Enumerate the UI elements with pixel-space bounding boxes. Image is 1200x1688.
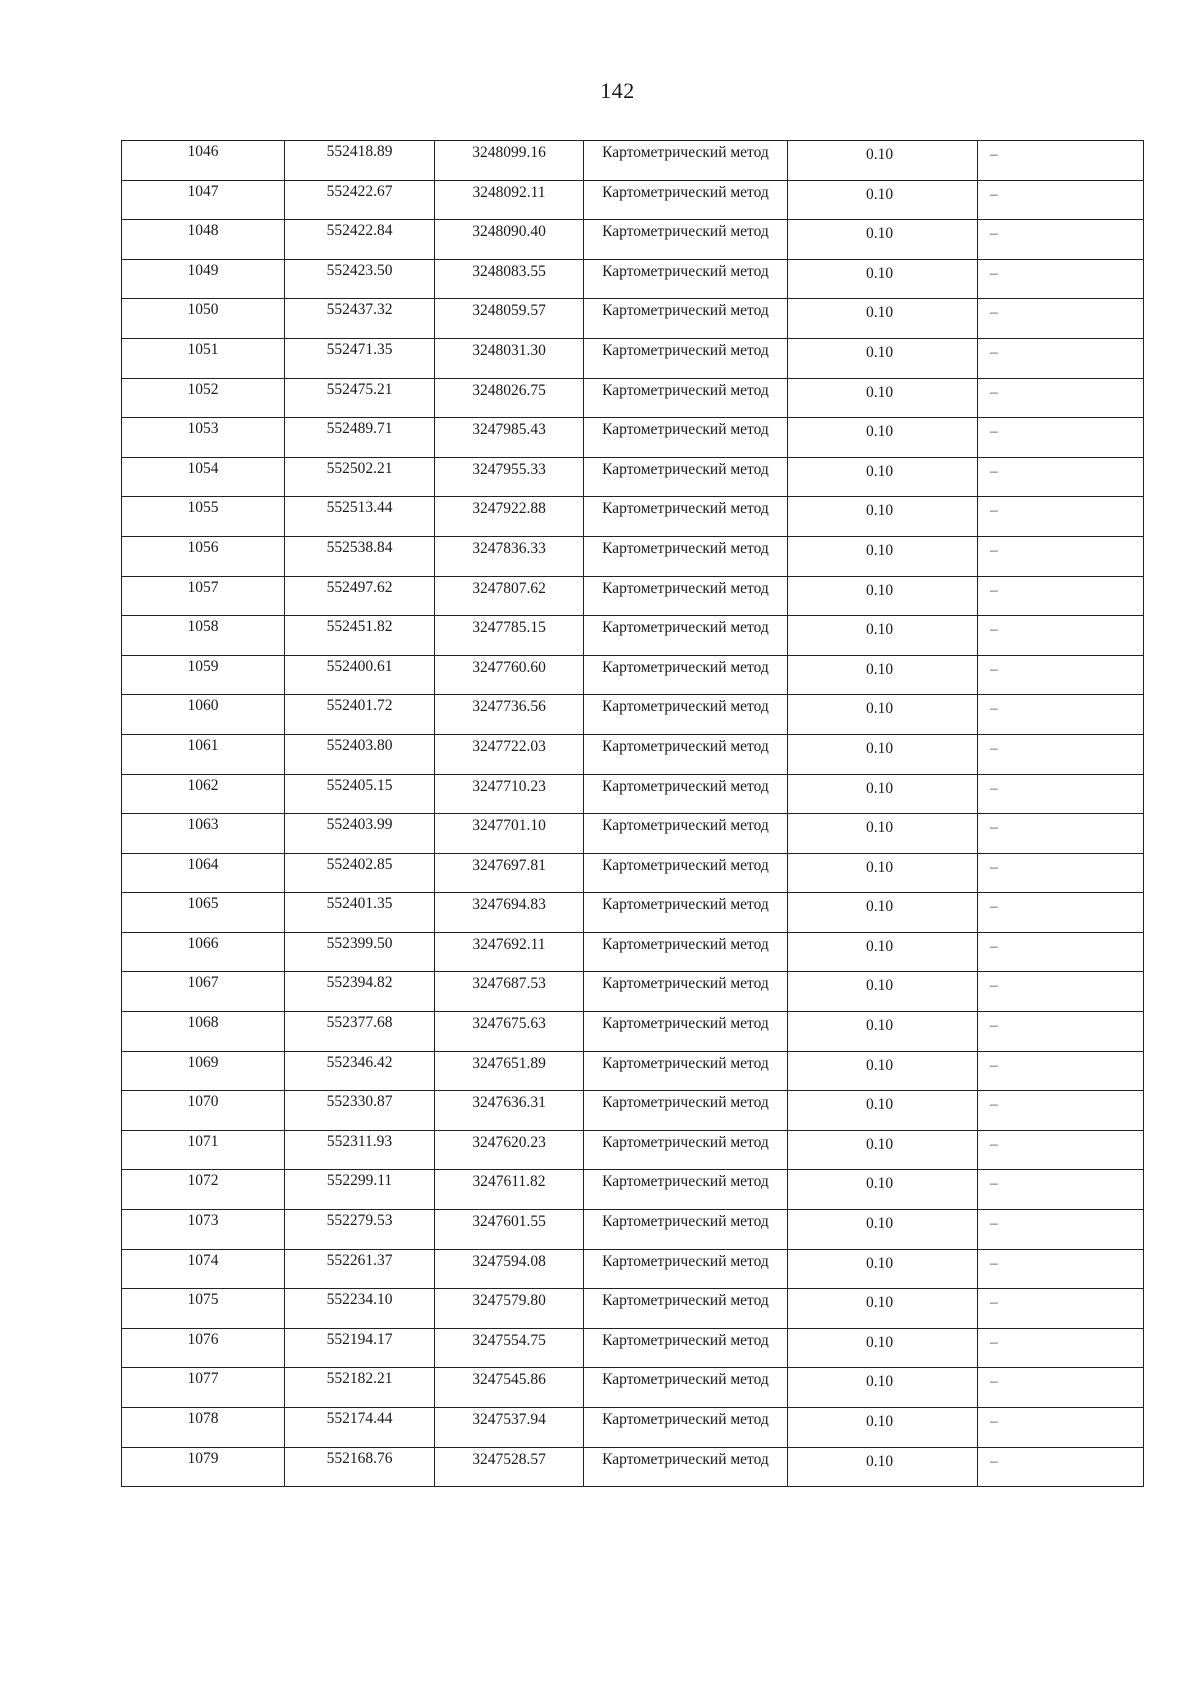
description-cell: – bbox=[978, 536, 1144, 576]
point-number-cell: 1046 bbox=[122, 141, 285, 181]
point-number-cell: 1051 bbox=[122, 338, 285, 378]
point-number-cell: 1052 bbox=[122, 378, 285, 418]
x-coordinate-cell: 552234.10 bbox=[285, 1289, 435, 1329]
coordinates-table bbox=[121, 140, 1144, 1487]
point-number-cell: 1075 bbox=[122, 1289, 285, 1329]
y-coordinate-cell: 3247611.82 bbox=[435, 1170, 584, 1210]
description-cell: – bbox=[978, 734, 1144, 774]
y-coordinate-cell: 3247736.56 bbox=[435, 695, 584, 735]
y-coordinate-cell: 3247528.57 bbox=[435, 1447, 584, 1487]
x-coordinate-cell: 552538.84 bbox=[285, 536, 435, 576]
description-cell: – bbox=[978, 576, 1144, 616]
description-cell: – bbox=[978, 1170, 1144, 1210]
method-cell: Картометрический метод bbox=[584, 1091, 788, 1131]
method-cell: Картометрический метод bbox=[584, 180, 788, 220]
method-cell: Картометрический метод bbox=[584, 893, 788, 933]
description-cell: – bbox=[978, 418, 1144, 458]
point-number-cell: 1078 bbox=[122, 1408, 285, 1448]
y-coordinate-cell: 3248090.40 bbox=[435, 220, 584, 260]
table-row bbox=[122, 1289, 1144, 1329]
accuracy-cell: 0.10 bbox=[788, 853, 978, 893]
point-number-cell: 1065 bbox=[122, 893, 285, 933]
accuracy-cell: 0.10 bbox=[788, 774, 978, 814]
point-number-cell: 1068 bbox=[122, 1012, 285, 1052]
x-coordinate-cell: 552405.15 bbox=[285, 774, 435, 814]
table-row bbox=[122, 259, 1144, 299]
table-row bbox=[122, 497, 1144, 537]
y-coordinate-cell: 3247807.62 bbox=[435, 576, 584, 616]
point-number-cell: 1066 bbox=[122, 932, 285, 972]
description-cell: – bbox=[978, 932, 1144, 972]
y-coordinate-cell: 3248083.55 bbox=[435, 259, 584, 299]
accuracy-cell: 0.10 bbox=[788, 1368, 978, 1408]
table-row bbox=[122, 378, 1144, 418]
table-row bbox=[122, 418, 1144, 458]
x-coordinate-cell: 552194.17 bbox=[285, 1328, 435, 1368]
table-row bbox=[122, 1170, 1144, 1210]
point-number-cell: 1063 bbox=[122, 814, 285, 854]
accuracy-cell: 0.10 bbox=[788, 259, 978, 299]
method-cell: Картометрический метод bbox=[584, 536, 788, 576]
x-coordinate-cell: 552422.84 bbox=[285, 220, 435, 260]
table-row bbox=[122, 536, 1144, 576]
x-coordinate-cell: 552299.11 bbox=[285, 1170, 435, 1210]
point-number-cell: 1055 bbox=[122, 497, 285, 537]
table-row bbox=[122, 1210, 1144, 1250]
description-cell: – bbox=[978, 220, 1144, 260]
x-coordinate-cell: 552174.44 bbox=[285, 1408, 435, 1448]
method-cell: Картометрический метод bbox=[584, 814, 788, 854]
x-coordinate-cell: 552279.53 bbox=[285, 1210, 435, 1250]
point-number-cell: 1047 bbox=[122, 180, 285, 220]
y-coordinate-cell: 3247537.94 bbox=[435, 1408, 584, 1448]
x-coordinate-cell: 552394.82 bbox=[285, 972, 435, 1012]
y-coordinate-cell: 3247836.33 bbox=[435, 536, 584, 576]
table-row bbox=[122, 1368, 1144, 1408]
point-number-cell: 1059 bbox=[122, 655, 285, 695]
description-cell: – bbox=[978, 814, 1144, 854]
table-row bbox=[122, 1328, 1144, 1368]
method-cell: Картометрический метод bbox=[584, 616, 788, 656]
accuracy-cell: 0.10 bbox=[788, 814, 978, 854]
table-body bbox=[122, 141, 1144, 1487]
method-cell: Картометрический метод bbox=[584, 853, 788, 893]
method-cell: Картометрический метод bbox=[584, 1408, 788, 1448]
x-coordinate-cell: 552451.82 bbox=[285, 616, 435, 656]
table-row bbox=[122, 457, 1144, 497]
description-cell: – bbox=[978, 180, 1144, 220]
description-cell: – bbox=[978, 1408, 1144, 1448]
accuracy-cell: 0.10 bbox=[788, 220, 978, 260]
table-row bbox=[122, 576, 1144, 616]
method-cell: Картометрический метод bbox=[584, 497, 788, 537]
x-coordinate-cell: 552513.44 bbox=[285, 497, 435, 537]
point-number-cell: 1050 bbox=[122, 299, 285, 339]
method-cell: Картометрический метод bbox=[584, 141, 788, 181]
point-number-cell: 1060 bbox=[122, 695, 285, 735]
y-coordinate-cell: 3247675.63 bbox=[435, 1012, 584, 1052]
point-number-cell: 1049 bbox=[122, 259, 285, 299]
description-cell: – bbox=[978, 655, 1144, 695]
x-coordinate-cell: 552401.72 bbox=[285, 695, 435, 735]
point-number-cell: 1056 bbox=[122, 536, 285, 576]
description-cell: – bbox=[978, 141, 1144, 181]
x-coordinate-cell: 552377.68 bbox=[285, 1012, 435, 1052]
method-cell: Картометрический метод bbox=[584, 457, 788, 497]
table-row bbox=[122, 695, 1144, 735]
x-coordinate-cell: 552502.21 bbox=[285, 457, 435, 497]
y-coordinate-cell: 3248031.30 bbox=[435, 338, 584, 378]
table-row bbox=[122, 1012, 1144, 1052]
table-row bbox=[122, 220, 1144, 260]
point-number-cell: 1053 bbox=[122, 418, 285, 458]
table-row bbox=[122, 616, 1144, 656]
table-row bbox=[122, 141, 1144, 181]
point-number-cell: 1070 bbox=[122, 1091, 285, 1131]
accuracy-cell: 0.10 bbox=[788, 536, 978, 576]
x-coordinate-cell: 552261.37 bbox=[285, 1249, 435, 1289]
accuracy-cell: 0.10 bbox=[788, 1130, 978, 1170]
x-coordinate-cell: 552403.99 bbox=[285, 814, 435, 854]
table-row bbox=[122, 972, 1144, 1012]
description-cell: – bbox=[978, 457, 1144, 497]
accuracy-cell: 0.10 bbox=[788, 378, 978, 418]
table-row bbox=[122, 299, 1144, 339]
x-coordinate-cell: 552182.21 bbox=[285, 1368, 435, 1408]
y-coordinate-cell: 3247985.43 bbox=[435, 418, 584, 458]
description-cell: – bbox=[978, 497, 1144, 537]
point-number-cell: 1073 bbox=[122, 1210, 285, 1250]
accuracy-cell: 0.10 bbox=[788, 338, 978, 378]
description-cell: – bbox=[978, 1447, 1144, 1487]
description-cell: – bbox=[978, 338, 1144, 378]
x-coordinate-cell: 552423.50 bbox=[285, 259, 435, 299]
method-cell: Картометрический метод bbox=[584, 1012, 788, 1052]
accuracy-cell: 0.10 bbox=[788, 576, 978, 616]
method-cell: Картометрический метод bbox=[584, 378, 788, 418]
accuracy-cell: 0.10 bbox=[788, 1210, 978, 1250]
y-coordinate-cell: 3247955.33 bbox=[435, 457, 584, 497]
y-coordinate-cell: 3248092.11 bbox=[435, 180, 584, 220]
x-coordinate-cell: 552400.61 bbox=[285, 655, 435, 695]
table-row bbox=[122, 932, 1144, 972]
y-coordinate-cell: 3247545.86 bbox=[435, 1368, 584, 1408]
method-cell: Картометрический метод bbox=[584, 695, 788, 735]
y-coordinate-cell: 3247760.60 bbox=[435, 655, 584, 695]
method-cell: Картометрический метод bbox=[584, 1447, 788, 1487]
x-coordinate-cell: 552418.89 bbox=[285, 141, 435, 181]
description-cell: – bbox=[978, 616, 1144, 656]
description-cell: – bbox=[978, 1328, 1144, 1368]
x-coordinate-cell: 552475.21 bbox=[285, 378, 435, 418]
description-cell: – bbox=[978, 259, 1144, 299]
table-row bbox=[122, 1091, 1144, 1131]
method-cell: Картометрический метод bbox=[584, 220, 788, 260]
accuracy-cell: 0.10 bbox=[788, 655, 978, 695]
method-cell: Картометрический метод bbox=[584, 1328, 788, 1368]
method-cell: Картометрический метод bbox=[584, 418, 788, 458]
y-coordinate-cell: 3247554.75 bbox=[435, 1328, 584, 1368]
y-coordinate-cell: 3247922.88 bbox=[435, 497, 584, 537]
accuracy-cell: 0.10 bbox=[788, 418, 978, 458]
accuracy-cell: 0.10 bbox=[788, 141, 978, 181]
accuracy-cell: 0.10 bbox=[788, 1328, 978, 1368]
x-coordinate-cell: 552346.42 bbox=[285, 1051, 435, 1091]
point-number-cell: 1057 bbox=[122, 576, 285, 616]
method-cell: Картометрический метод bbox=[584, 1170, 788, 1210]
point-number-cell: 1062 bbox=[122, 774, 285, 814]
point-number-cell: 1071 bbox=[122, 1130, 285, 1170]
table-row bbox=[122, 1408, 1144, 1448]
y-coordinate-cell: 3247692.11 bbox=[435, 932, 584, 972]
table-row bbox=[122, 814, 1144, 854]
accuracy-cell: 0.10 bbox=[788, 1447, 978, 1487]
description-cell: – bbox=[978, 1091, 1144, 1131]
table-row bbox=[122, 1249, 1144, 1289]
method-cell: Картометрический метод bbox=[584, 932, 788, 972]
method-cell: Картометрический метод bbox=[584, 299, 788, 339]
y-coordinate-cell: 3247651.89 bbox=[435, 1051, 584, 1091]
x-coordinate-cell: 552311.93 bbox=[285, 1130, 435, 1170]
y-coordinate-cell: 3247687.53 bbox=[435, 972, 584, 1012]
y-coordinate-cell: 3247620.23 bbox=[435, 1130, 584, 1170]
point-number-cell: 1072 bbox=[122, 1170, 285, 1210]
description-cell: – bbox=[978, 695, 1144, 735]
method-cell: Картометрический метод bbox=[584, 576, 788, 616]
point-number-cell: 1076 bbox=[122, 1328, 285, 1368]
point-number-cell: 1074 bbox=[122, 1249, 285, 1289]
accuracy-cell: 0.10 bbox=[788, 1091, 978, 1131]
accuracy-cell: 0.10 bbox=[788, 1012, 978, 1052]
method-cell: Картометрический метод bbox=[584, 655, 788, 695]
accuracy-cell: 0.10 bbox=[788, 1249, 978, 1289]
x-coordinate-cell: 552402.85 bbox=[285, 853, 435, 893]
accuracy-cell: 0.10 bbox=[788, 180, 978, 220]
method-cell: Картометрический метод bbox=[584, 259, 788, 299]
x-coordinate-cell: 552403.80 bbox=[285, 734, 435, 774]
accuracy-cell: 0.10 bbox=[788, 616, 978, 656]
table-row bbox=[122, 1447, 1144, 1487]
table-row bbox=[122, 180, 1144, 220]
y-coordinate-cell: 3247594.08 bbox=[435, 1249, 584, 1289]
description-cell: – bbox=[978, 378, 1144, 418]
point-number-cell: 1048 bbox=[122, 220, 285, 260]
page-number: 142 bbox=[600, 78, 635, 103]
table-row bbox=[122, 1130, 1144, 1170]
point-number-cell: 1067 bbox=[122, 972, 285, 1012]
method-cell: Картометрический метод bbox=[584, 1249, 788, 1289]
accuracy-cell: 0.10 bbox=[788, 457, 978, 497]
description-cell: – bbox=[978, 1249, 1144, 1289]
x-coordinate-cell: 552497.62 bbox=[285, 576, 435, 616]
x-coordinate-cell: 552330.87 bbox=[285, 1091, 435, 1131]
table-row bbox=[122, 853, 1144, 893]
table-row bbox=[122, 1051, 1144, 1091]
x-coordinate-cell: 552471.35 bbox=[285, 338, 435, 378]
x-coordinate-cell: 552489.71 bbox=[285, 418, 435, 458]
accuracy-cell: 0.10 bbox=[788, 734, 978, 774]
point-number-cell: 1058 bbox=[122, 616, 285, 656]
method-cell: Картометрический метод bbox=[584, 734, 788, 774]
x-coordinate-cell: 552422.67 bbox=[285, 180, 435, 220]
x-coordinate-cell: 552168.76 bbox=[285, 1447, 435, 1487]
description-cell: – bbox=[978, 1368, 1144, 1408]
description-cell: – bbox=[978, 1210, 1144, 1250]
description-cell: – bbox=[978, 1051, 1144, 1091]
y-coordinate-cell: 3248099.16 bbox=[435, 141, 584, 181]
y-coordinate-cell: 3247785.15 bbox=[435, 616, 584, 656]
y-coordinate-cell: 3247701.10 bbox=[435, 814, 584, 854]
x-coordinate-cell: 552399.50 bbox=[285, 932, 435, 972]
y-coordinate-cell: 3247722.03 bbox=[435, 734, 584, 774]
method-cell: Картометрический метод bbox=[584, 338, 788, 378]
accuracy-cell: 0.10 bbox=[788, 972, 978, 1012]
table-row bbox=[122, 338, 1144, 378]
point-number-cell: 1054 bbox=[122, 457, 285, 497]
point-number-cell: 1061 bbox=[122, 734, 285, 774]
accuracy-cell: 0.10 bbox=[788, 1051, 978, 1091]
method-cell: Картометрический метод bbox=[584, 774, 788, 814]
description-cell: – bbox=[978, 1012, 1144, 1052]
accuracy-cell: 0.10 bbox=[788, 893, 978, 933]
y-coordinate-cell: 3247710.23 bbox=[435, 774, 584, 814]
accuracy-cell: 0.10 bbox=[788, 1170, 978, 1210]
y-coordinate-cell: 3248026.75 bbox=[435, 378, 584, 418]
method-cell: Картометрический метод bbox=[584, 972, 788, 1012]
accuracy-cell: 0.10 bbox=[788, 299, 978, 339]
y-coordinate-cell: 3247579.80 bbox=[435, 1289, 584, 1329]
description-cell: – bbox=[978, 774, 1144, 814]
method-cell: Картометрический метод bbox=[584, 1368, 788, 1408]
method-cell: Картометрический метод bbox=[584, 1289, 788, 1329]
point-number-cell: 1064 bbox=[122, 853, 285, 893]
description-cell: – bbox=[978, 299, 1144, 339]
method-cell: Картометрический метод bbox=[584, 1210, 788, 1250]
description-cell: – bbox=[978, 1130, 1144, 1170]
table-row bbox=[122, 774, 1144, 814]
accuracy-cell: 0.10 bbox=[788, 932, 978, 972]
point-number-cell: 1079 bbox=[122, 1447, 285, 1487]
y-coordinate-cell: 3247697.81 bbox=[435, 853, 584, 893]
y-coordinate-cell: 3248059.57 bbox=[435, 299, 584, 339]
x-coordinate-cell: 552437.32 bbox=[285, 299, 435, 339]
point-number-cell: 1069 bbox=[122, 1051, 285, 1091]
accuracy-cell: 0.10 bbox=[788, 695, 978, 735]
description-cell: – bbox=[978, 853, 1144, 893]
table-row bbox=[122, 655, 1144, 695]
table-row bbox=[122, 893, 1144, 933]
method-cell: Картометрический метод bbox=[584, 1130, 788, 1170]
y-coordinate-cell: 3247636.31 bbox=[435, 1091, 584, 1131]
description-cell: – bbox=[978, 972, 1144, 1012]
y-coordinate-cell: 3247601.55 bbox=[435, 1210, 584, 1250]
method-cell: Картометрический метод bbox=[584, 1051, 788, 1091]
accuracy-cell: 0.10 bbox=[788, 497, 978, 537]
point-number-cell: 1077 bbox=[122, 1368, 285, 1408]
description-cell: – bbox=[978, 893, 1144, 933]
accuracy-cell: 0.10 bbox=[788, 1408, 978, 1448]
table-row bbox=[122, 734, 1144, 774]
x-coordinate-cell: 552401.35 bbox=[285, 893, 435, 933]
accuracy-cell: 0.10 bbox=[788, 1289, 978, 1329]
description-cell: – bbox=[978, 1289, 1144, 1329]
y-coordinate-cell: 3247694.83 bbox=[435, 893, 584, 933]
